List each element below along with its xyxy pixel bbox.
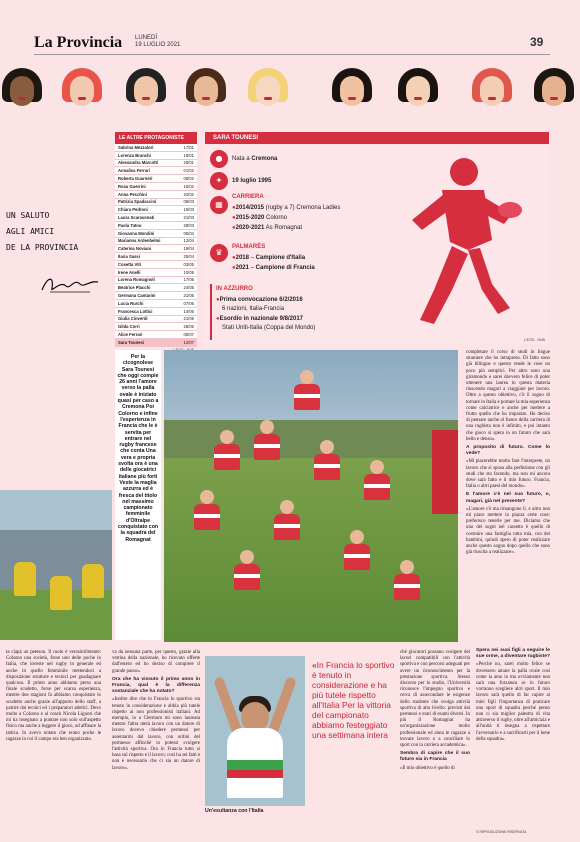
article-paragraph: va da nessuna parte, per questo, grazie alla vetrina della nazionale, ho ricevuto offerte dall'estero ed ho deciso di compiere il grande passo». [112, 650, 200, 674]
birthplace [232, 156, 277, 162]
list-item [115, 292, 197, 300]
article-paragraph: «Inoltre dire che in Francia lo sportivo sta tenuto in considerazione e abbia più tutele rispetto ai non professionisti italiani. Ad esempio, io a Clermont mi sono laureata mentre l'altra metà lavoro con un datore di lavoro dovevo chiedere permessi per assentarmi dal lavoro, con ordini del permesso affinché io potessi svolgere l'attività sportiva. Ora in Francia tutto si basa sul rispetto e il lavoro; così ha sei fatti e non è necessario che ci sia un datore di lavoro». [112, 697, 201, 771]
career-team: (rugby a 7) Cremona Ladies [265, 205, 341, 211]
list-item [115, 323, 197, 331]
issue-date-text: 19 LUGLIO 2021 [135, 42, 181, 48]
publication-date: 28/03 [183, 222, 194, 228]
publication-date: 05/04 [183, 230, 194, 236]
publication-date: 07/06 [183, 300, 194, 306]
page-number: 39 [530, 35, 544, 49]
portrait-illustration [396, 68, 440, 118]
birthdate: 19 luglio 1995 [232, 178, 272, 184]
career-years: 2020-2021 [235, 225, 265, 231]
article-paragraph: «Il mio obiettivo è quello di [400, 765, 455, 771]
career-team: Colorno [266, 215, 288, 221]
list-heading: LE ALTRE PROTAGONISTE [115, 132, 197, 144]
list-item [115, 191, 197, 199]
birthplace-city: Cremona [251, 156, 278, 162]
player-name: Lorenza Branchi [118, 152, 151, 158]
rugby-player-illustration [372, 150, 532, 330]
publication-date: 17/01 [183, 144, 194, 150]
player-name: Cosetta Viti [118, 261, 141, 267]
list-item [115, 316, 197, 324]
portrait-illustration [60, 68, 104, 118]
player-name: Germana Cantarini [118, 293, 156, 299]
article-paragraph: «L'amore c'è ma rimangono lì, e altro non mi piace mettere in piazza certe cose: preferisco tenerle per me. Diciamo che uno dei sogni nel cassetto è quello di costruire una famiglia tutta mia, con dei bambini, quindi spero di poter realizzare anche questo sogno dopo quello che sono già riuscita a realizzare». [466, 506, 550, 556]
publication-date: 17/05 [183, 277, 194, 283]
palmares-item: ●2021 – Campione di Francia [232, 265, 315, 271]
list-item [115, 152, 197, 160]
list-item [115, 167, 197, 175]
player-name: Sabrina Mezzalori [118, 144, 154, 150]
list-item [115, 214, 197, 222]
publication-date: 08/03 [183, 199, 194, 205]
profile-heading: SARA TOUNESI [205, 132, 549, 144]
player-name: Caterina Noviani [118, 246, 152, 252]
issue-day: LUNEDÌ [135, 35, 158, 41]
article-paragraph: ta ciapà un peteson. Il ruolo è verosimilmente: Colorno una società, forse uno delle poche in Italia, che investe nel rugby in generale ed anche in quello femminile mettendoci a disposizione strutture e tecnici per guadagnare qualcosa. Il primo anno abbiamo perso una finale scudetto, forse per scarsa esperienza, mentre due stagioni fa abbiamo conquistato lo scudetto anche grazie all'apporto dello staff, a partire dai tecnici ed i preparatori atletici. Devo molto a Colorno e al coach Nicola Liguori che mi ha insegnato a puntare non solo sull'aspetto fisico ma anche a leggere il gioco, ad affinare la tattica. Io avevo notato che erano poche le ragazze in cui il campo era ben organizzato. [6, 650, 101, 742]
pull-quote [312, 660, 398, 740]
greeting-line: DE LA PROVINCIA [6, 243, 79, 252]
publication-date: 10/05 [183, 269, 194, 275]
player-name: Alice Ferrari [118, 332, 143, 338]
player-name: Paola Tatou [118, 222, 142, 228]
portrait-illustration [246, 68, 290, 118]
list-item [115, 230, 197, 238]
list-item [115, 199, 197, 207]
article-column-1 [6, 650, 101, 745]
player-name: Chiara Pedroni [118, 207, 148, 213]
article-paragraph: completare il corso di studi in lingue straniere che ho intrapreso. Di fatto sono già bilingue e questo rende le cose un poco più semplici. Per altro sono una giramondo e sarei davvero felice di poter ottenere una laurea in questa materia riuscendo magari a viaggiare per lavoro. Oltre a questo obiettivo, c'è il sogno di tornare in Italia e portare la mia esperienza come calciatrice e anche per mettere a frutto quello che ho imparato. Ho deciso di pensare anche al futuro della carriera di una rugbista non è infinito, e poi intanto che gioco si spera in un futuro che sarà bello e denso». [466, 350, 550, 442]
issue-date [135, 35, 180, 49]
article-paragraph: «Mi piacerebbe molto fare l'interprete, un lavoro che si sposa alla perfezione con gli studi che sto facendo, ma non mi ancora dove sarà fatto e il mio futuro. Francia, Italia o altri paesi del mondo». [466, 459, 550, 490]
list-item [115, 269, 197, 277]
career-title: CARRIERA [232, 194, 264, 200]
azzurro-title: IN AZZURRO [216, 286, 253, 292]
palmares-year: 2021 [235, 265, 249, 271]
interview-question: A proposito di futuro. Come lo vede? [466, 445, 550, 457]
publication-date: 03/05 [183, 261, 194, 267]
pull-quote-text: In Francia lo sportivo è tenuto in considerazione e ha più tutele rispetto all'Italia Per la vittoria del campionato abbiamo festeggiato una settimana intera [312, 660, 395, 740]
publication-date: 12/04 [183, 238, 194, 244]
list-item [115, 308, 197, 316]
portrait-illustration [124, 68, 168, 118]
publication-date: 24/05 [183, 285, 194, 291]
publication-date: 05/07 [183, 332, 194, 338]
player-name: Giulia Cinverdi [118, 316, 148, 322]
copyright-notice: © RIPRODUZIONE RISERVATA [476, 830, 527, 834]
player-name: Lorena Romagnoli [118, 277, 155, 283]
list-item [115, 339, 197, 347]
list-item [115, 253, 197, 261]
career-team: As Romagnat [265, 225, 303, 231]
player-name: Francesca Lottici [118, 308, 153, 314]
photo-caption: Per la cicognolese Sara Tounesi che oggi compie 26 anni l'amore verso la palla ovale è iniziato quasi per caso a Cremona Poi Colorno e infine l'esperienza in Francia che le è servita per entrare nel rugby francese che conta Una vera e propria svolta ora è una delle giocatrici italiane più forti Veste la maglia azzurra ed è fresca del titolo nel massimo campionato femminile d'Oltralpe conquistato con la squadra del Romagnat [115, 350, 161, 640]
azzurro-item: ●Esordio in nazionale 9/8/2017 [216, 316, 303, 322]
player-name: Lucia Rurchi [118, 300, 144, 306]
player-name: Sara Tounesi [118, 339, 144, 345]
article-paragraph: ché giocatori possano svolgere del lavori compatibili con l'attività sportiva e con percorsi adeguati per avere un riconoscimento per la prestazione sportiva. Stesso discorso per lo studio, l'Università riconosce l'impegno sportivo e cerca di assecondare le esigenze dello studente che svolga attività sportiva di alto livello: previsti dai permessi e orari di esami diversi. In più il Romagnat ha un'organizzazione molto professionale ed aiuta le ragazze a trovare lavoro o a conciliare lo sport con la carriera accademica». [400, 650, 470, 749]
publication-date: 12/07 [183, 339, 194, 345]
portrait-illustration [0, 68, 44, 118]
list-item [115, 261, 197, 269]
player-name: Giovanna Mondini [118, 230, 155, 236]
azzurro-accent-bar [210, 284, 212, 340]
birthday-cake-icon: ✦ [210, 172, 228, 190]
publication-date: 21/06 [183, 316, 194, 322]
career-years: 2014/2015 [235, 205, 264, 211]
list-item [115, 238, 197, 246]
list-item [115, 245, 197, 253]
player-name: Anna Pecchini [118, 191, 147, 197]
portrait-illustration [532, 68, 576, 118]
article-column-3 [400, 650, 470, 774]
birthplace-label: Nata a [232, 156, 250, 162]
article-column-4 [466, 350, 550, 559]
player-name: Marianna Ardenbelmi [118, 238, 161, 244]
player-name: Irene Anelli [118, 269, 141, 275]
list-item [115, 277, 197, 285]
publication-date: 25/04 [183, 254, 194, 260]
azzurro-detail: Stati Uniti-Italia (Coppa del Mondo) [222, 325, 316, 331]
article-paragraph: «Perché no, sarei molto felice se dovessero amare la palla ovale così come la amo io ma ovviamente non sarà una forzatura se in futuro vorranno scegliere altri sport. Il mio lavoro sarà quello di far capire ai miei figli l'importanza di praticare uno sport di squadra perché penso non ci sia miglior palestra di vita attraverso il rugby, oltre all'amicizia e all'unità ti insegna a rispettare l'avversario e a sacrificarti per il bene della squadra». [476, 662, 550, 742]
trophy-icon: ♛ [210, 244, 228, 262]
handwritten-greeting [6, 208, 110, 256]
azzurro-milestone: Prima convocazione 6/2/2016 [219, 297, 303, 303]
career-item: ●2014/2015 (rugby a 7) Cremona Ladies [232, 205, 341, 211]
list-item [115, 183, 197, 191]
team-celebration-photo [164, 350, 458, 642]
publication-date: 19/04 [183, 246, 194, 252]
player-name: Annalisa Ferrari [118, 168, 150, 174]
list-item [115, 160, 197, 168]
palmares-title-text: Campione d'Italia [255, 255, 306, 261]
palmares-item: ●2018 – Campione d'Italia [232, 255, 306, 261]
header-divider [34, 54, 550, 55]
career-item: ●2015-2020 Colorno [232, 215, 288, 221]
publication-date: 15/02 [183, 183, 194, 189]
list-item [115, 144, 197, 152]
publication-date: 25/01 [183, 160, 194, 166]
publication-date: 18/01 [183, 152, 194, 158]
career-years: 2015-2020 [235, 215, 265, 221]
portrait-illustration [184, 68, 228, 118]
publication-date: 28/06 [183, 324, 194, 330]
publication-date: 31/05 [183, 293, 194, 299]
list-item [115, 300, 197, 308]
publication-date: 21/03 [183, 215, 194, 221]
article-column-5 [476, 648, 550, 745]
signature-graphic [40, 272, 100, 296]
inset-photo-caption: Un'esultanza con l'Italia [205, 808, 264, 814]
player-name: Roberta Guarneri [118, 176, 153, 182]
portrait-illustration [470, 68, 514, 118]
masthead [0, 0, 580, 60]
career-item: ●2020-2021 As Romagnat [232, 225, 303, 231]
palmares-year: 2018 [235, 255, 249, 261]
palmares-title: PALMARÈS [232, 244, 266, 250]
article-column-2 [112, 650, 200, 774]
profile-credit: L'EGO - HUB [524, 338, 545, 342]
list-item [115, 331, 197, 339]
location-pin-icon: ● [210, 150, 228, 168]
azzurro-item: ●Prima convocazione 6/2/2016 [216, 297, 303, 303]
publication-date: 01/02 [183, 168, 194, 174]
palmares-title-text: Campione di Francia [255, 265, 315, 271]
calendar-icon: ▦ [210, 196, 228, 214]
list-rows [115, 144, 197, 347]
interview-question: E l'amore c'è nel suo futuro, o, magari, già nel presente? [466, 492, 550, 504]
publication-date: 22/02 [183, 191, 194, 197]
greeting-line: UN SALUTO [6, 211, 50, 220]
list-item [115, 284, 197, 292]
list-item [115, 175, 197, 183]
quote-mark-icon: « [312, 660, 317, 670]
azzurro-detail: 6 nazioni, Italia-Francia [222, 306, 285, 312]
interview-question: Sembra di capire che il suo futuro sia in Francia [400, 751, 470, 763]
list-item [115, 222, 197, 230]
interview-question: Ora che ha vissuto il primo anno in Francia, qual è la differenza sostanziale che ha notato? [112, 676, 200, 695]
player-name: Patrizia Spadaccini [118, 199, 157, 205]
publication-date: 14/06 [183, 308, 194, 314]
azzurro-milestone: Esordio in nazionale 9/8/2017 [219, 316, 303, 322]
portraits-strip [0, 68, 580, 118]
player-name: Beatrice Placchi [118, 285, 151, 291]
publication-date: 15/03 [183, 207, 194, 213]
other-protagonists-list [115, 132, 197, 344]
match-photo [0, 490, 112, 640]
player-name: Alessandra Marcotti [118, 160, 159, 166]
portrait-illustration [330, 68, 374, 118]
interview-question: Spera nei suoi figli a seguire le sue orme, a diventare rugbiste? [476, 648, 550, 660]
publication-date: 08/02 [183, 176, 194, 182]
player-name: Gilda Corri [118, 324, 140, 330]
italy-celebration-photo [205, 656, 305, 806]
player-name: Ilaria Sassi [118, 254, 140, 260]
player-name: Rosa Guerrini [118, 183, 146, 189]
newspaper-title: La Provincia [34, 34, 123, 51]
list-item [115, 206, 197, 214]
greeting-line: AGLI AMICI [6, 227, 55, 236]
player-name: Laura Scaravonati [118, 215, 155, 221]
